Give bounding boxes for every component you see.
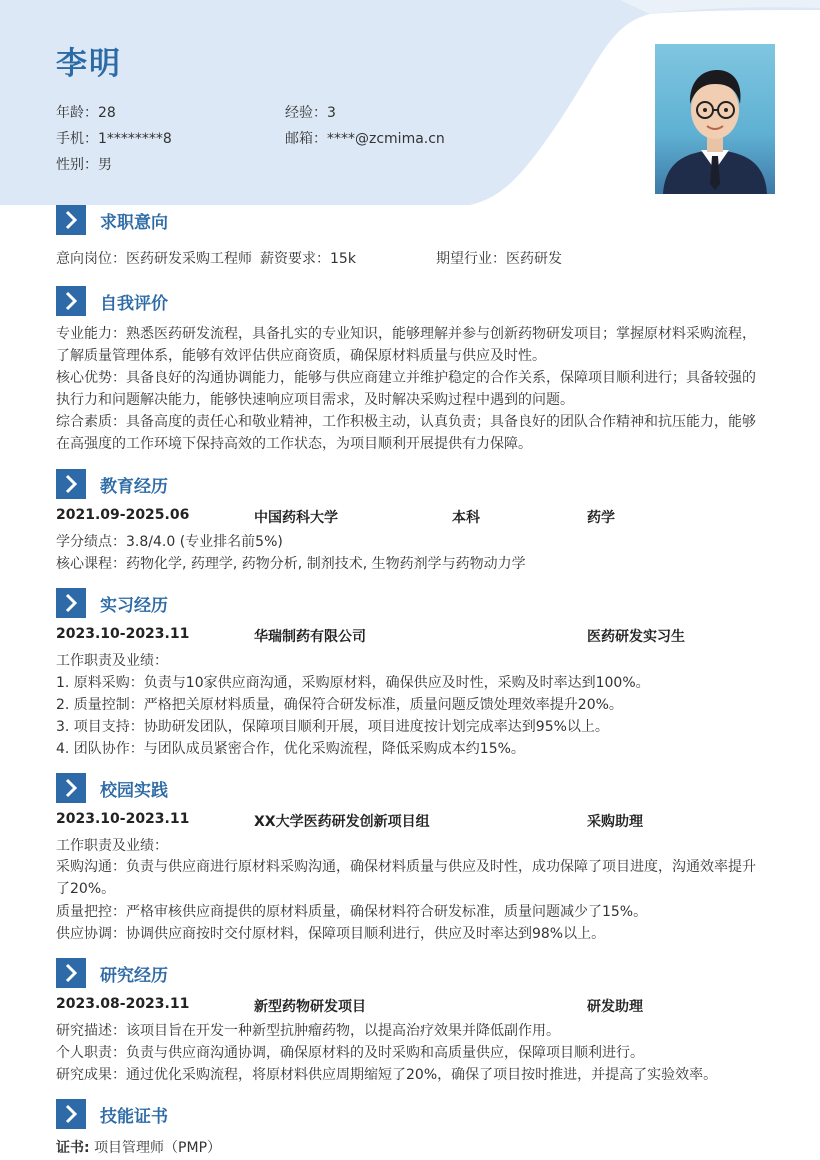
- profile-photo: [655, 44, 775, 194]
- education-gpa: 学分绩点：3.8/4.0 (专业排名前5%): [56, 534, 283, 550]
- gender-field: 性别：男: [56, 157, 112, 173]
- chevron-right-icon: [56, 205, 86, 235]
- chevron-right-icon: [56, 1099, 86, 1129]
- campus-duties-label: 工作职责及业绩：: [56, 838, 168, 854]
- self-eval-paragraph: 核心优势：具备良好的沟通协调能力，能够与供应商建立并维护稳定的合作关系，保障项目顺利进行；具备较强的执行力和问题解决能力，能够快速响应项目需求，及时解决采购过程中遇到的问题。: [56, 370, 756, 408]
- section-title: 自我评价: [100, 294, 168, 314]
- research-item: 研究描述：该项目旨在开发一种新型抗肿瘤药物，以提高治疗效果并降低副作用。: [56, 1023, 560, 1039]
- campus-item: 质量把控：严格审核供应商提供的原材料质量，确保材料符合研发标准，质量问题减少了15%。: [56, 904, 648, 920]
- chevron-right-icon: [56, 469, 86, 499]
- intent-industry: 期望行业：医药研发: [436, 251, 562, 267]
- research-item: 个人职责：负责与供应商沟通协调，确保原材料的及时采购和高质量供应，保障项目顺利进行。: [56, 1045, 644, 1061]
- section-title: 教育经历: [100, 477, 168, 497]
- campus-org: XX大学医药研发创新项目组: [254, 814, 430, 830]
- portrait-image: [655, 44, 775, 194]
- research-date: 2023.08-2023.11: [56, 996, 190, 1012]
- internship-date: 2023.10-2023.11: [56, 626, 190, 642]
- education-major: 药学: [587, 510, 615, 526]
- internship-duties-label: 工作职责及业绩：: [56, 653, 168, 669]
- education-degree: 本科: [452, 510, 480, 526]
- section-title: 校园实践: [100, 781, 168, 801]
- education-date: 2021.09-2025.06: [56, 507, 190, 523]
- skills-cert: [56, 1137, 221, 1157]
- education-courses: 核心课程：药物化学, 药理学, 药物分析, 制剂技术, 生物药剂学与药物动力学: [56, 556, 526, 572]
- internship-item: 3. 项目支持：协助研发团队，保障项目顺利开展，项目进度按计划完成率达到95%以上。: [56, 719, 609, 735]
- research-role: 研发助理: [587, 999, 643, 1015]
- phone-field: 手机：1********8: [56, 131, 172, 147]
- intent-position: 意向岗位：医药研发采购工程师: [56, 251, 252, 267]
- section-title: 实习经历: [100, 596, 168, 616]
- campus-date: 2023.10-2023.11: [56, 811, 190, 827]
- email-field[interactable]: 邮箱：****@zcmima.cn: [285, 131, 445, 147]
- self-eval-paragraph: 专业能力：熟悉医药研发流程，具备扎实的专业知识，能够理解并参与创新药物研发项目；掌握原材料采购流程，了解质量管理体系，能够有效评估供应商资质，确保原材料质量与供应及时性。: [56, 326, 756, 364]
- cert-label: 证书:: [56, 1140, 90, 1156]
- education-school: 中国药科大学: [254, 510, 338, 526]
- research-item: 研究成果：通过优化采购流程，将原材料供应周期缩短了20%，确保了项目按时推进，并提高了实验效率。: [56, 1067, 718, 1083]
- research-project: 新型药物研发项目: [254, 999, 366, 1015]
- candidate-name: 李明: [56, 46, 122, 82]
- campus-item: 采购沟通：负责与供应商进行原材料采购沟通，确保材料质量与供应及时性，成功保障了项目进度，沟通效率提升了20%。: [56, 859, 756, 897]
- internship-company: 华瑞制药有限公司: [254, 629, 366, 645]
- experience-field: 经验：3: [285, 105, 336, 121]
- section-title: 技能证书: [100, 1107, 168, 1127]
- section-title: 求职意向: [100, 213, 168, 233]
- internship-role: 医药研发实习生: [587, 629, 685, 645]
- chevron-right-icon: [56, 958, 86, 988]
- self-eval-paragraph: 综合素质：具备高度的责任心和敬业精神，工作积极主动，认真负责；具备良好的团队合作精神和抗压能力，能够在高强度的工作环境下保持高效的工作状态，为项目顺利开展提供有力保障。: [56, 414, 756, 452]
- campus-role: 采购助理: [587, 814, 643, 830]
- internship-item: 2. 质量控制：严格把关原材料质量，确保符合研发标准，质量问题反馈处理效率提升20%。: [56, 697, 623, 713]
- internship-item: 1. 原料采购：负责与10家供应商沟通，采购原材料，确保供应及时性，采购及时率达到100%。: [56, 675, 650, 691]
- cert-value: 项目管理师（PMP）: [94, 1140, 222, 1156]
- chevron-right-icon: [56, 773, 86, 803]
- section-title: 研究经历: [100, 966, 168, 986]
- campus-item: 供应协调：协调供应商按时交付原材料，保障项目顺利进行，供应及时率达到98%以上。: [56, 926, 606, 942]
- internship-item: 4. 团队协作：与团队成员紧密合作，优化采购流程，降低采购成本约15%。: [56, 741, 525, 757]
- intent-salary: 薪资要求：15k: [260, 251, 356, 267]
- chevron-right-icon: [56, 286, 86, 316]
- chevron-right-icon: [56, 588, 86, 618]
- age-field: 年龄：28: [56, 105, 116, 121]
